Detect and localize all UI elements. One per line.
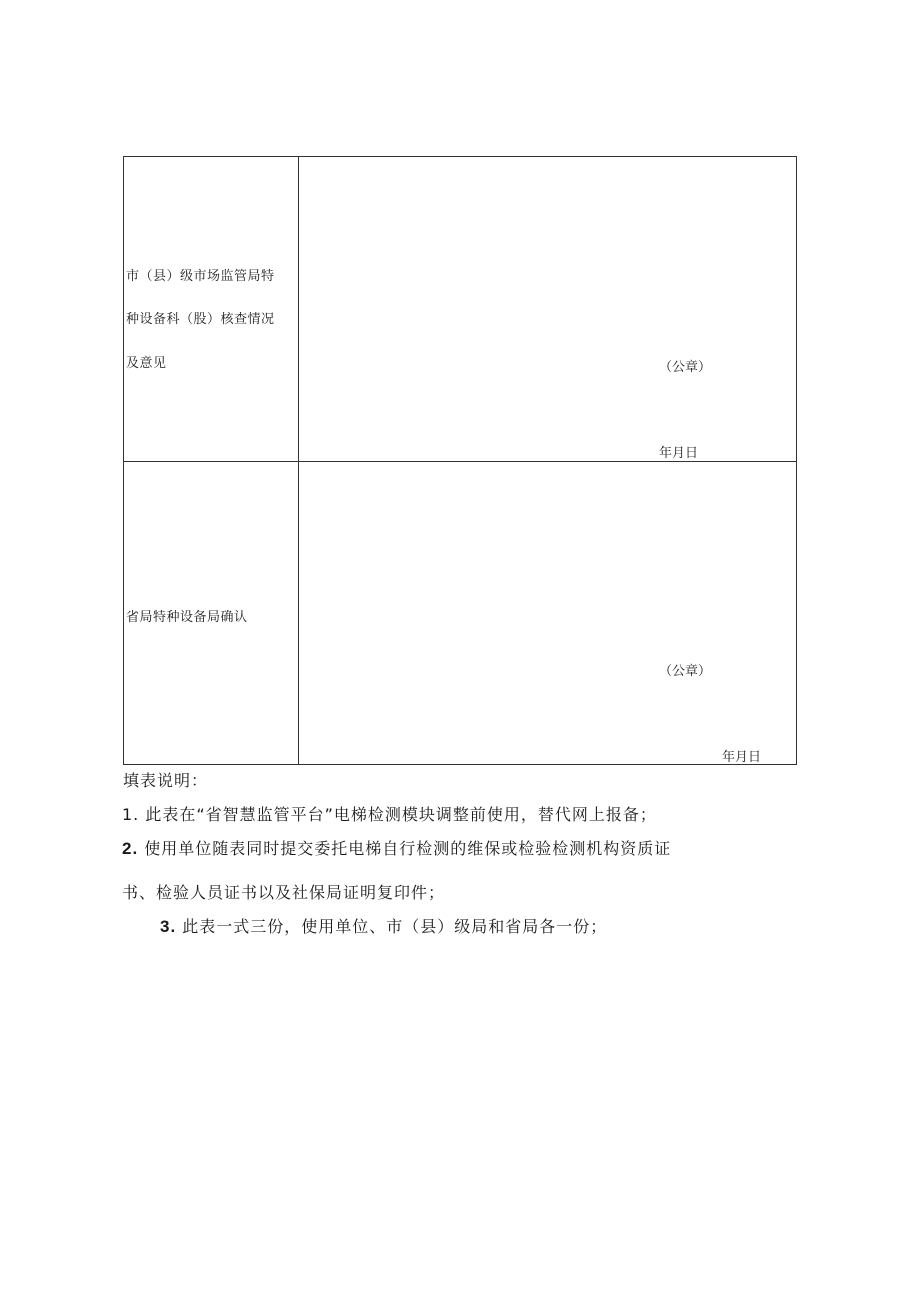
note-item-1: 1. 此表在“省智慧监管平台”电梯检测模块调整前使用，替代网上报备；	[122, 805, 657, 824]
label-cell-province-confirm	[124, 462, 299, 764]
city-review-label-line-1: 市（县）级市场监管局特	[126, 269, 275, 284]
label-cell-city-review	[124, 157, 299, 461]
province-confirm-label: 省局特种设备局确认	[126, 610, 248, 625]
city-review-label-line-3: 及意见	[126, 356, 167, 371]
value-cell-city-review[interactable]	[299, 157, 796, 461]
seal-label: （公章）	[659, 360, 712, 375]
table-row-province-confirm	[124, 462, 796, 764]
city-review-label-line-2: 种设备科（股）核查情况	[126, 312, 275, 327]
approval-table	[123, 156, 797, 765]
date-label: 年月日	[659, 446, 699, 461]
notes-title: 填表说明：	[123, 771, 209, 790]
date-label: 年月日	[722, 750, 762, 765]
note-item-2	[122, 836, 671, 859]
note-item-2-number: 2.	[122, 839, 139, 858]
value-cell-province-confirm[interactable]	[299, 462, 796, 764]
seal-label: （公章）	[659, 664, 712, 679]
note-item-3	[160, 914, 607, 937]
note-item-2-line-1: 使用单位随表同时提交委托电梯自行检测的维保或检验检测机构资质证	[138, 839, 672, 858]
note-item-3-number: 3.	[160, 917, 177, 936]
table-row-city-review	[124, 157, 796, 462]
note-item-3-text: 此表一式三份，使用单位、市（县）级局和省局各一份；	[176, 917, 608, 936]
note-item-2-line-2: 书、检验人员证书以及社保局证明复印件；	[122, 883, 446, 902]
